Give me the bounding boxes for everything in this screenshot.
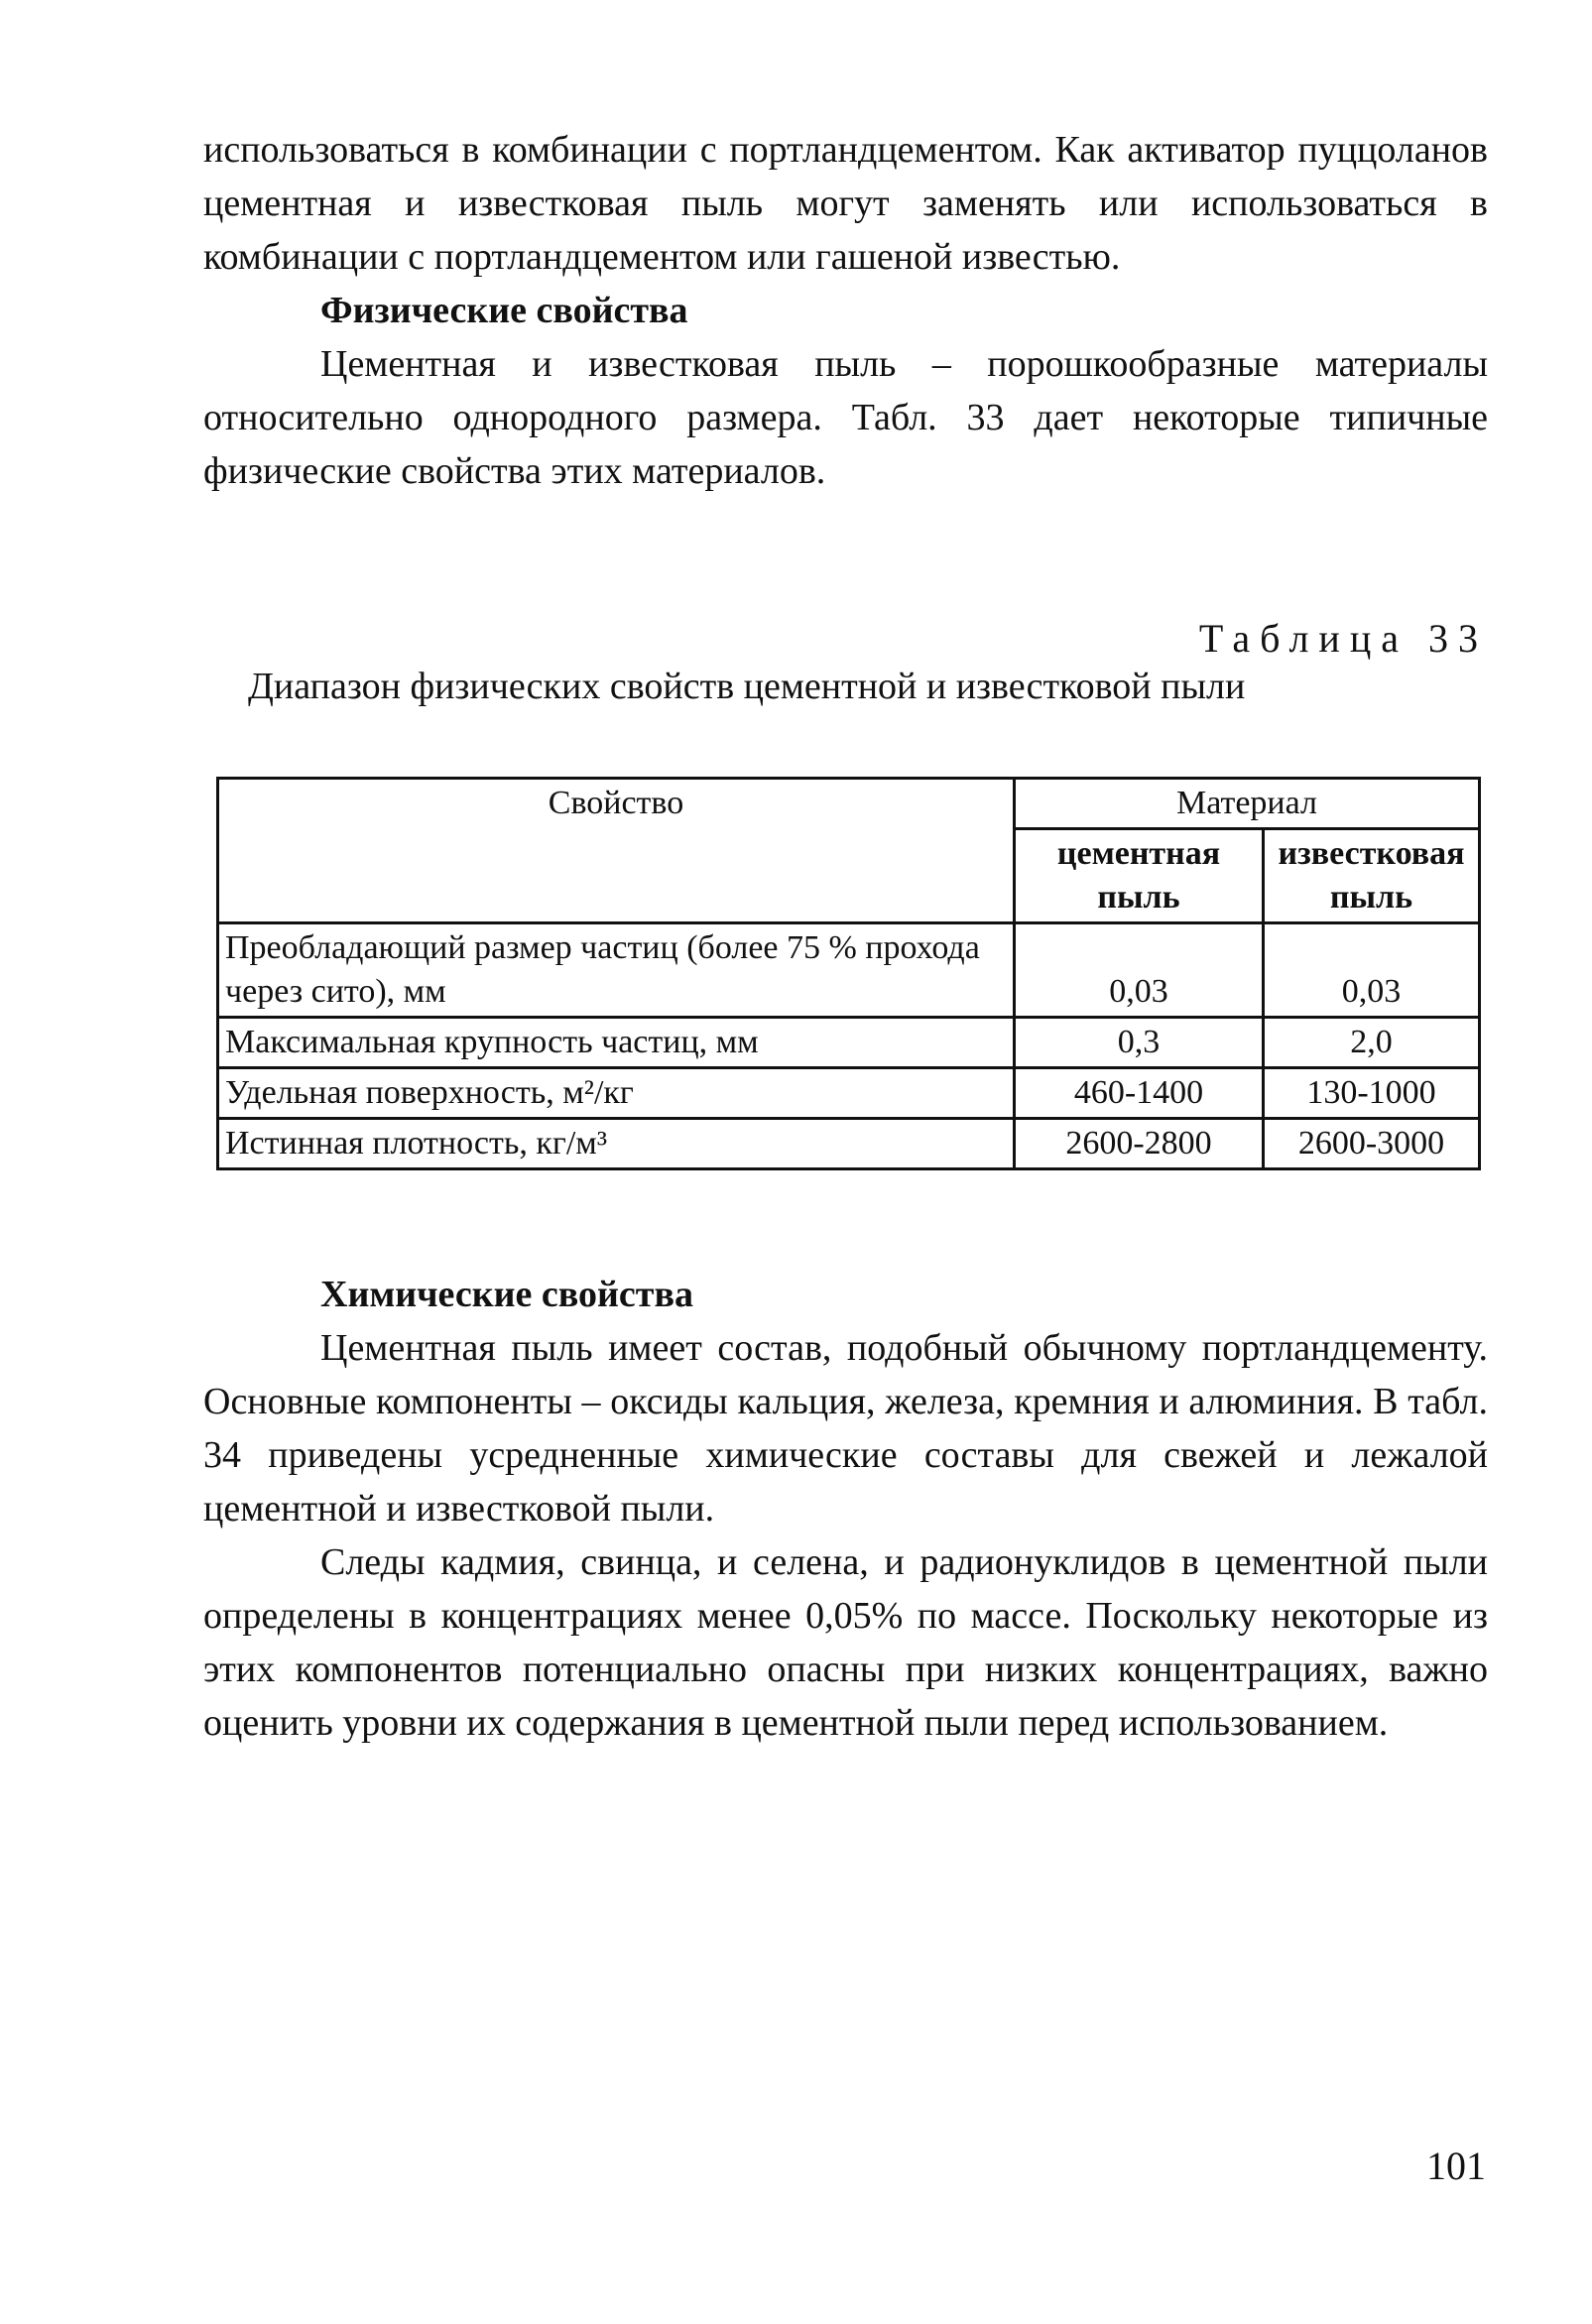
row-cement-value: 0,03 (1015, 923, 1264, 1018)
table-row (218, 1068, 1480, 1119)
table-row (218, 1119, 1480, 1169)
table-header-row (218, 779, 1480, 829)
upper-text-block (203, 123, 1488, 498)
header-property: Свойство (218, 779, 1015, 923)
row-property: Удельная поверхность, м²/кг (218, 1068, 1015, 1119)
table-row (218, 923, 1480, 1018)
header-lime-dust: известковая пыль (1264, 829, 1480, 923)
row-lime-value: 0,03 (1264, 923, 1480, 1018)
physical-properties-paragraph: Цементная и известковая пыль – порошкообразные материалы относительно однородного размера. Табл. 33 дает некоторые типичные физические свойства этих материалов. (203, 343, 1488, 492)
row-cement-value: 2600-2800 (1015, 1119, 1264, 1169)
chemical-paragraph-2: Следы кадмия, свинца, и селена, и радионуклидов в цементной пыли определены в концентрациях менее 0,05% по массе. Поскольку некоторые из этих компонентов потенциально опасны при низких концентрациях, важно оценить уровни их содержания в цементной пыли перед использованием. (203, 1541, 1488, 1744)
intro-paragraph: использоваться в комбинации с портландцементом. Как активатор пуццоланов цементная и известковая пыль могут заменять или использоваться в комбинации с портландцементом или гашеной известью. (203, 129, 1488, 278)
row-property: Преобладающий размер частиц (более 75 % прохода через сито), мм (218, 923, 1015, 1018)
table-row (218, 1018, 1480, 1068)
row-lime-value: 130-1000 (1264, 1068, 1480, 1119)
physical-properties-heading: Физические свойства (320, 290, 688, 331)
page-number: 101 (1426, 2143, 1486, 2188)
chemical-paragraph-1: Цементная пыль имеет состав, подобный обычному портландцементу. Основные компоненты – оксиды кальция, железа, кремния и алюминия. В табл. 34 приведены усредненные химические составы для свежей и лежалой цементной и известковой пыли. (203, 1327, 1488, 1529)
chemical-properties-heading: Химические свойства (320, 1274, 693, 1315)
table-number: Таблица 33 (1198, 616, 1488, 661)
row-property: Максимальная крупность частиц, мм (218, 1018, 1015, 1068)
row-property: Истинная плотность, кг/м³ (218, 1119, 1015, 1169)
row-lime-value: 2600-3000 (1264, 1119, 1480, 1169)
row-cement-value: 0,3 (1015, 1018, 1264, 1068)
header-material: Материал (1015, 779, 1480, 829)
row-lime-value: 2,0 (1264, 1018, 1480, 1068)
row-cement-value: 460-1400 (1015, 1068, 1264, 1119)
table-title: Диапазон физических свойств цементной и известковой пыли (248, 666, 1246, 707)
lower-text-block (203, 1268, 1488, 1750)
header-cement-dust: цементная пыль (1015, 829, 1264, 923)
physical-properties-table (216, 777, 1481, 1170)
